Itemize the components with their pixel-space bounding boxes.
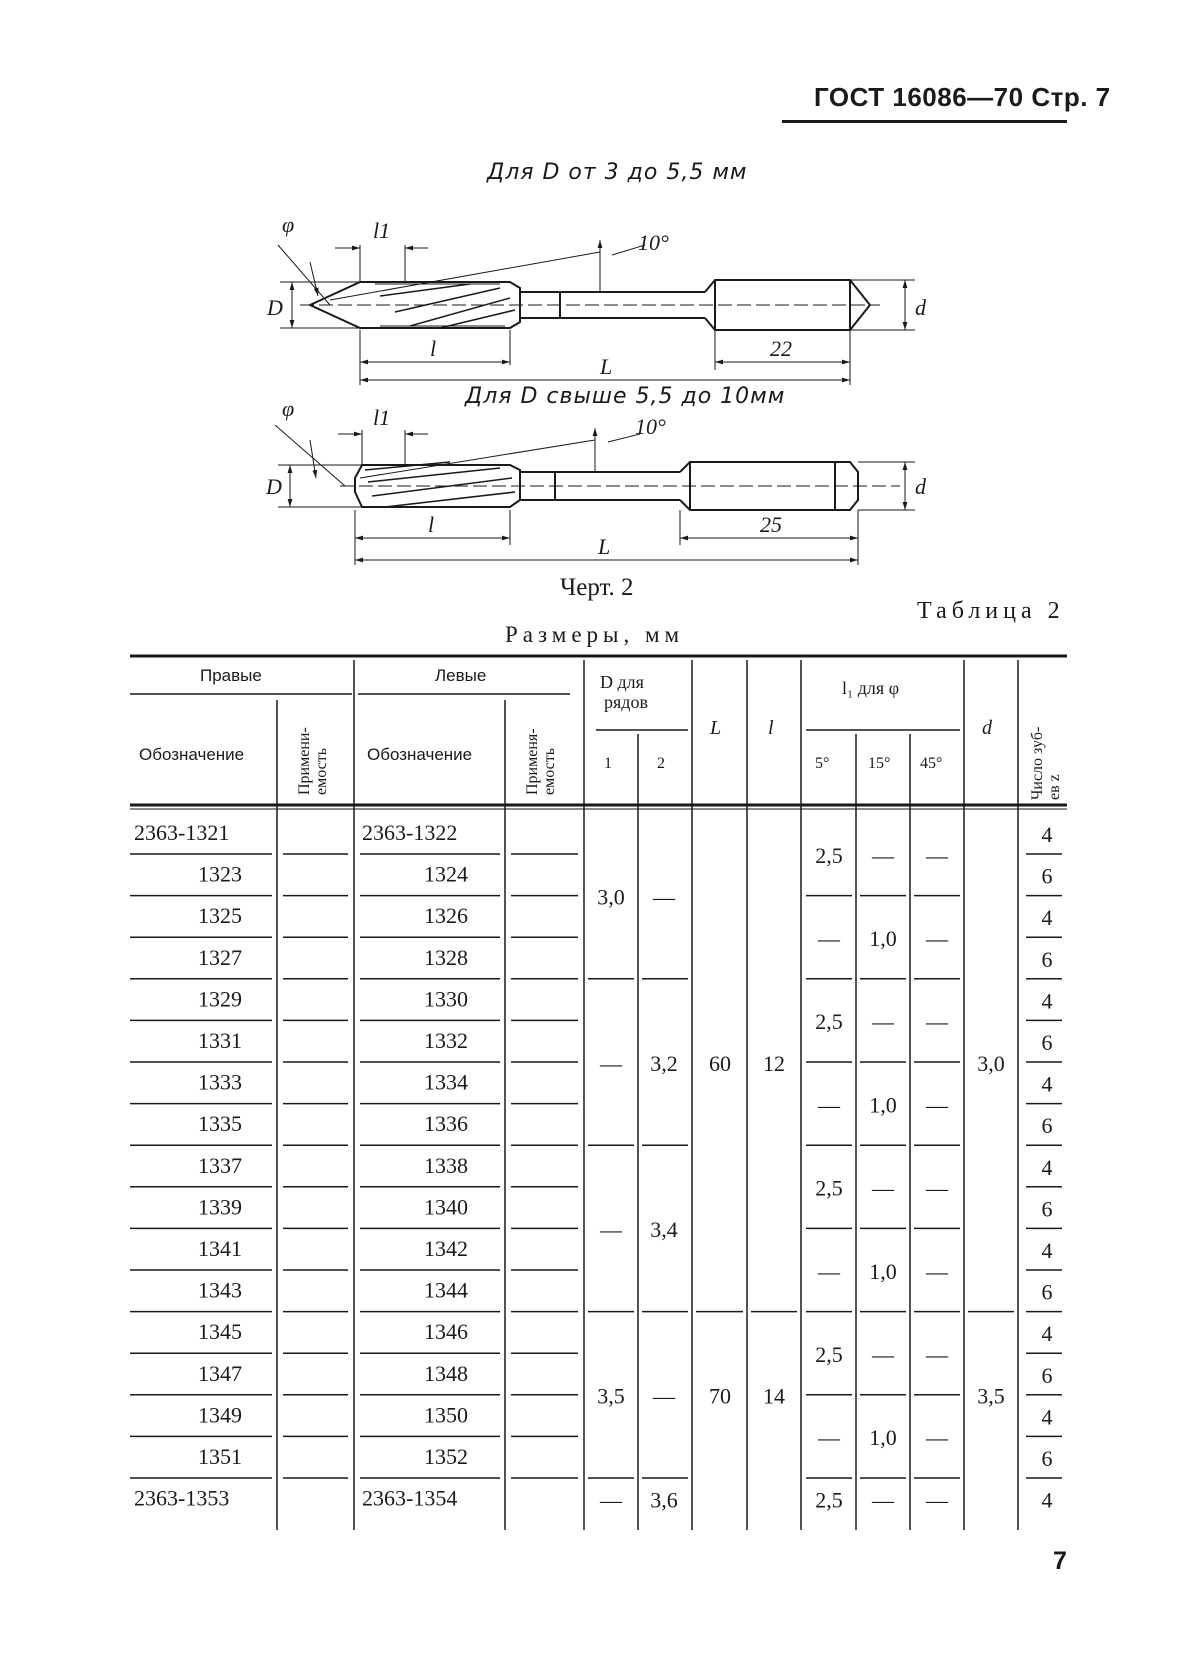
bottom-l1-label: l1 xyxy=(373,405,391,430)
D-row1-value: 3,5 xyxy=(597,1383,625,1409)
D-row1-value: — xyxy=(600,1217,622,1243)
right-designation: 1339 xyxy=(198,1194,242,1220)
head-applicability-right-2: емость xyxy=(313,747,330,795)
right-designation: 1333 xyxy=(198,1069,242,1095)
teeth-count: 4 xyxy=(1041,1321,1053,1347)
teeth-count: 6 xyxy=(1041,1113,1053,1139)
l1-15deg-value: 1,0 xyxy=(869,1258,897,1284)
right-designation: 1325 xyxy=(198,903,242,929)
top-l1-label: l1 xyxy=(373,218,391,243)
teeth-count: 4 xyxy=(1041,1154,1053,1180)
right-designation: 1335 xyxy=(198,1111,242,1137)
l1-5deg-value: — xyxy=(818,926,840,951)
head-applicability-right-1: Примени- xyxy=(296,727,313,795)
l1-45deg-value: — xyxy=(926,1092,948,1118)
page-label: Стр. 7 xyxy=(1031,82,1111,112)
D-row2-value: 3,2 xyxy=(650,1050,678,1076)
D-row1-value: 3,0 xyxy=(597,884,625,910)
left-designation: 1340 xyxy=(424,1194,468,1220)
teeth-count: 6 xyxy=(1041,1279,1053,1305)
l1-15deg-value: 1,0 xyxy=(869,1092,897,1118)
bottom-phi-label: φ xyxy=(282,396,295,421)
left-designation: 1350 xyxy=(424,1402,468,1428)
D-row1-value: — xyxy=(600,1487,622,1513)
L-value: 60 xyxy=(709,1050,731,1076)
right-designation: 1323 xyxy=(198,861,242,887)
head-D-rows-2: рядов xyxy=(604,692,648,712)
l1-45deg-value: — xyxy=(926,1009,948,1035)
D-row2-value: — xyxy=(653,884,675,910)
teeth-count: 4 xyxy=(1041,905,1053,931)
bottom-angle-label: 10° xyxy=(635,414,666,439)
l-value: 14 xyxy=(763,1383,785,1409)
top-phi-label: φ xyxy=(282,212,295,237)
head-right: Правые xyxy=(200,666,262,685)
head-deg45: 45° xyxy=(920,755,943,772)
top-L-label: L xyxy=(600,354,613,379)
head-L: L xyxy=(710,717,722,739)
left-designation: 1352 xyxy=(424,1444,468,1469)
l1-15deg-value: — xyxy=(872,842,894,868)
l1-15deg-value: — xyxy=(872,1487,894,1513)
l1-45deg-value: — xyxy=(926,1342,948,1367)
left-designation: 1348 xyxy=(424,1360,468,1386)
right-designation: 1351 xyxy=(198,1444,242,1469)
bottom-shank-label: 25 xyxy=(760,512,782,537)
teeth-count: 6 xyxy=(1041,946,1053,972)
right-designation: 2363-1321 xyxy=(134,820,230,845)
head-applicability-left-2: емость xyxy=(541,747,558,795)
teeth-count: 6 xyxy=(1041,1446,1053,1471)
l1-5deg-value: 2,5 xyxy=(815,842,843,868)
right-designation: 1329 xyxy=(198,986,242,1012)
head-d: d xyxy=(982,717,992,739)
left-designation: 1336 xyxy=(424,1111,468,1137)
head-row2: 2 xyxy=(657,755,665,772)
right-designation: 1341 xyxy=(198,1236,242,1261)
right-designation: 1337 xyxy=(198,1152,242,1178)
left-designation: 1342 xyxy=(424,1236,468,1261)
left-designation: 2363-1322 xyxy=(362,820,458,845)
left-designation: 1334 xyxy=(424,1069,468,1095)
right-designation: 1327 xyxy=(198,944,242,970)
table-subtitle: Размеры, мм xyxy=(505,622,685,647)
left-designation: 1332 xyxy=(424,1028,468,1053)
head-teeth-2: ев z xyxy=(1046,774,1063,800)
bottom-d-label: d xyxy=(915,474,926,499)
l1-15deg-value: 1,0 xyxy=(869,1425,897,1451)
l1-15deg-value: — xyxy=(872,1175,894,1201)
l1-15deg-value: — xyxy=(872,1342,894,1367)
left-designation: 1346 xyxy=(424,1319,468,1345)
head-teeth-1: Число зуб- xyxy=(1029,726,1046,800)
teeth-count: 6 xyxy=(1041,1196,1053,1222)
top-l-label: l xyxy=(430,336,437,361)
head-l: l xyxy=(768,717,774,739)
bottom-D-label: D xyxy=(266,474,282,499)
left-designation: 1326 xyxy=(424,903,468,929)
head-deg15: 15° xyxy=(868,755,891,772)
right-designation: 1349 xyxy=(198,1402,242,1428)
teeth-count: 4 xyxy=(1041,988,1053,1014)
right-designation: 2363-1353 xyxy=(134,1485,230,1511)
l1-5deg-value: 2,5 xyxy=(815,1009,843,1035)
d-value: 3,0 xyxy=(977,1050,1005,1076)
l1-5deg-value: 2,5 xyxy=(815,1487,843,1513)
right-designation: 1345 xyxy=(198,1319,242,1345)
head-left: Левые xyxy=(435,666,487,685)
L-value: 70 xyxy=(709,1383,731,1409)
figure-caption: Черт. 2 xyxy=(560,574,634,601)
D-row2-value: — xyxy=(653,1383,675,1409)
l1-5deg-value: — xyxy=(818,1092,840,1118)
l1-45deg-value: — xyxy=(926,1258,948,1284)
teeth-count: 4 xyxy=(1041,1487,1053,1513)
teeth-count: 6 xyxy=(1041,863,1053,889)
l1-5deg-value: — xyxy=(818,1258,840,1284)
l-value: 12 xyxy=(763,1050,785,1076)
l1-45deg-value: — xyxy=(926,842,948,868)
teeth-count: 4 xyxy=(1041,1404,1053,1430)
l1-5deg-value: — xyxy=(818,1425,840,1451)
left-designation: 1344 xyxy=(424,1277,468,1303)
teeth-count: 6 xyxy=(1041,1030,1053,1055)
left-designation: 1338 xyxy=(424,1152,468,1178)
l1-5deg-value: 2,5 xyxy=(815,1342,843,1367)
D-row1-value: — xyxy=(600,1050,622,1076)
l1-45deg-value: — xyxy=(926,1487,948,1513)
l1-5deg-value: 2,5 xyxy=(815,1175,843,1201)
table-caption: Таблица 2 xyxy=(917,598,1065,624)
D-row2-value: 3,4 xyxy=(650,1217,678,1243)
l1-15deg-value: 1,0 xyxy=(869,926,897,951)
page-number: 7 xyxy=(1053,1547,1067,1575)
l1-45deg-value: — xyxy=(926,1175,948,1201)
bottom-l-label: l xyxy=(428,512,435,537)
D-row2-value: 3,6 xyxy=(650,1487,678,1513)
left-designation: 1328 xyxy=(424,944,468,970)
drawing-top-caption: Для D от 3 до 5,5 мм xyxy=(487,160,748,185)
left-designation: 1324 xyxy=(424,861,468,887)
top-shank-label: 22 xyxy=(770,336,792,361)
drawing-bottom-caption: Для D свыше 5,5 до 10мм xyxy=(465,384,786,409)
head-designation-right: Обозначение xyxy=(139,745,245,764)
l1-45deg-value: — xyxy=(926,926,948,951)
teeth-count: 4 xyxy=(1041,822,1053,847)
top-d-label: d xyxy=(915,295,926,320)
right-designation: 1343 xyxy=(198,1277,242,1303)
head-row1: 1 xyxy=(604,755,612,772)
head-designation-left: Обозначение xyxy=(367,745,473,764)
teeth-count: 4 xyxy=(1041,1071,1053,1097)
l1-15deg-value: — xyxy=(872,1009,894,1035)
head-deg5: 5° xyxy=(815,755,830,772)
head-l1-phi: l₁ для φ xyxy=(842,678,900,698)
top-angle-label: 10° xyxy=(638,230,669,255)
head-D-rows-1: D для xyxy=(600,672,644,692)
left-designation: 2363-1354 xyxy=(362,1485,458,1511)
d-value: 3,5 xyxy=(977,1383,1005,1409)
head-applicability-left-1: Применя- xyxy=(524,728,541,795)
right-designation: 1347 xyxy=(198,1360,242,1386)
teeth-count: 6 xyxy=(1041,1362,1053,1388)
l1-45deg-value: — xyxy=(926,1425,948,1451)
right-designation: 1331 xyxy=(198,1028,242,1053)
standard-number: ГОСТ 16086—70 xyxy=(814,82,1024,112)
bottom-L-label: L xyxy=(598,534,611,559)
left-designation: 1330 xyxy=(424,986,468,1012)
teeth-count: 4 xyxy=(1041,1238,1053,1263)
top-D-label: D xyxy=(267,295,283,320)
